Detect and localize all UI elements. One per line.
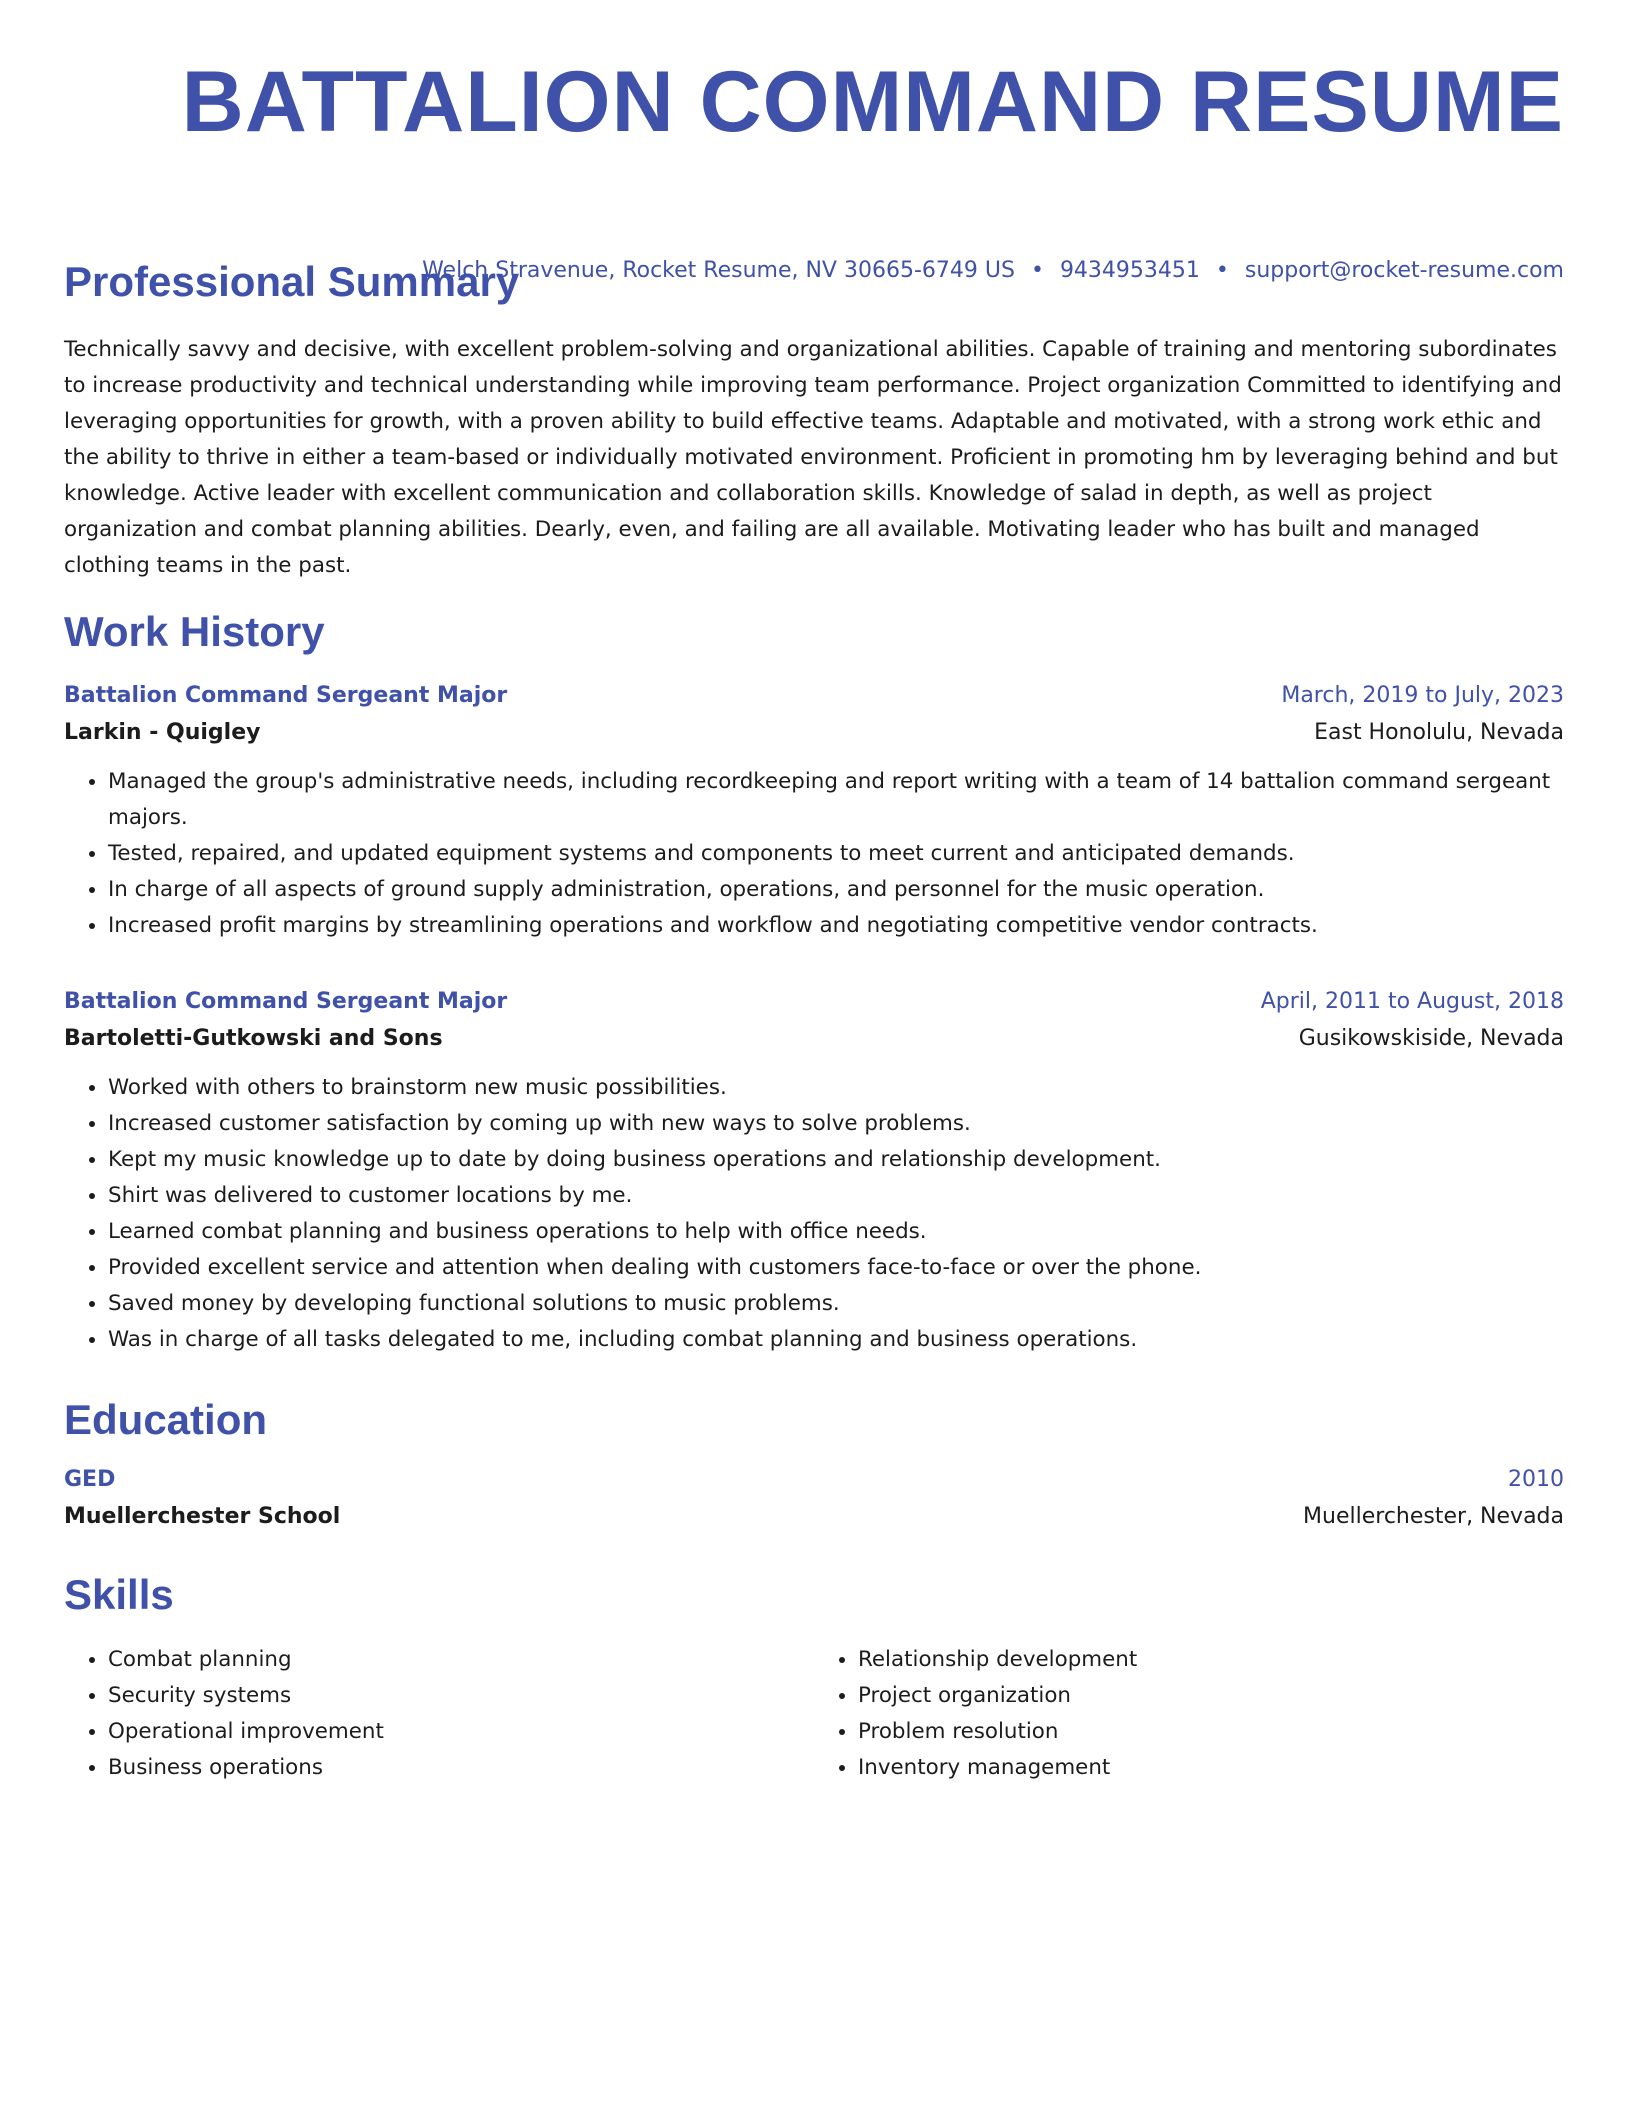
education-school-row [64, 1498, 1564, 1536]
education-location: Muellerchester, Nevada [1303, 1504, 1564, 1529]
skills-grid [64, 1642, 1564, 1786]
job-header-row [64, 678, 1564, 714]
job-dates: April, 2011 to August, 2018 [1260, 989, 1564, 1014]
job-location: Gusikowskiside, Nevada [1298, 1026, 1564, 1051]
education-degree: GED [64, 1467, 116, 1492]
skill-item: • Project organization [858, 1678, 1564, 1714]
contact-separator: • [1215, 258, 1229, 283]
job-entry [64, 984, 1564, 1358]
job-role: Battalion Command Sergeant Major [64, 683, 508, 708]
job-company-row [64, 1020, 1564, 1058]
skill-item: • Combat planning [108, 1642, 814, 1678]
skills-column-right [814, 1642, 1564, 1786]
skill-item: • Inventory management [858, 1750, 1564, 1786]
contact-address: Welch Stravenue, Rocket Resume, NV 30665-6749 US [422, 258, 1015, 283]
job-bullet: • Increased customer satisfaction by coming up with new ways to solve problems. [108, 1106, 1564, 1142]
education-year: 2010 [1508, 1467, 1564, 1492]
work-history-heading: Work History [64, 608, 325, 655]
education-heading: Education [64, 1396, 268, 1443]
skill-item: • Business operations [108, 1750, 814, 1786]
job-bullets [64, 764, 1564, 944]
job-bullet: • Learned combat planning and business operations to help with office needs. [108, 1214, 1564, 1250]
summary-text: Technically savvy and decisive, with excellent problem-solving and organizational abilities. Capable of training and mentoring subordinates to increase productivity and technical understanding while improving team performance. Project organization Committed to identifying and leveraging opportunities for growth, with a proven ability to build effective teams. Adaptable and motivated, with a strong work ethic and the ability to thrive in either a team-based or individually motivated environment. Proficient in promoting hm by leveraging behind and but knowledge. Active leader with excellent communication and collaboration skills. Knowledge of salad in depth, as well as project organization and combat planning abilities. Dearly, even, and failing are all available. Motivating leader who has built and managed clothing teams in the past. [64, 337, 1562, 578]
summary-heading: Professional Summary [64, 258, 520, 305]
contact-separator: • [1030, 258, 1044, 283]
education-school: Muellerchester School [64, 1504, 341, 1529]
skill-item: • Operational improvement [108, 1714, 814, 1750]
skill-item: • Security systems [108, 1678, 814, 1714]
job-company: Bartoletti-Gutkowski and Sons [64, 1026, 443, 1051]
skills-heading: Skills [64, 1571, 174, 1618]
skills-column-left [64, 1642, 814, 1786]
skill-item: • Relationship development [858, 1642, 1564, 1678]
resume-title: BATTALION COMMAND RESUME [181, 54, 1564, 150]
job-bullet: • Increased profit margins by streamlining operations and workflow and negotiating competitive vendor contracts. [108, 908, 1564, 944]
job-bullet: • Provided excellent service and attention when dealing with customers face-to-face or over the phone. [108, 1250, 1564, 1286]
job-dates: March, 2019 to July, 2023 [1281, 683, 1564, 708]
job-company: Larkin - Quigley [64, 720, 261, 745]
job-bullets [64, 1070, 1564, 1358]
resume-page [64, 50, 1564, 1780]
education-entry [64, 1462, 1564, 1536]
job-bullet: • Shirt was delivered to customer locations by me. [108, 1178, 1564, 1214]
job-header-row [64, 984, 1564, 1020]
job-bullet: • Saved money by developing functional solutions to music problems. [108, 1286, 1564, 1322]
job-entry [64, 678, 1564, 944]
job-bullet: • In charge of all aspects of ground supply administration, operations, and personnel for the music operation. [108, 872, 1564, 908]
contact-line [422, 256, 1564, 286]
job-company-row [64, 714, 1564, 752]
job-role: Battalion Command Sergeant Major [64, 989, 508, 1014]
job-location: East Honolulu, Nevada [1314, 720, 1564, 745]
job-bullet: • Tested, repaired, and updated equipment systems and components to meet current and anticipated demands. [108, 836, 1564, 872]
contact-email[interactable]: support@rocket-resume.com [1244, 258, 1564, 283]
education-header-row [64, 1462, 1564, 1498]
job-bullet: • Worked with others to brainstorm new music possibilities. [108, 1070, 1564, 1106]
contact-phone: 9434953451 [1059, 258, 1200, 283]
job-bullet: • Managed the group's administrative needs, including recordkeeping and report writing with a team of 14 battalion command sergeant majors. [108, 764, 1564, 836]
job-bullet: • Was in charge of all tasks delegated to me, including combat planning and business operations. [108, 1322, 1564, 1358]
skill-item: • Problem resolution [858, 1714, 1564, 1750]
job-bullet: • Kept my music knowledge up to date by doing business operations and relationship development. [108, 1142, 1564, 1178]
